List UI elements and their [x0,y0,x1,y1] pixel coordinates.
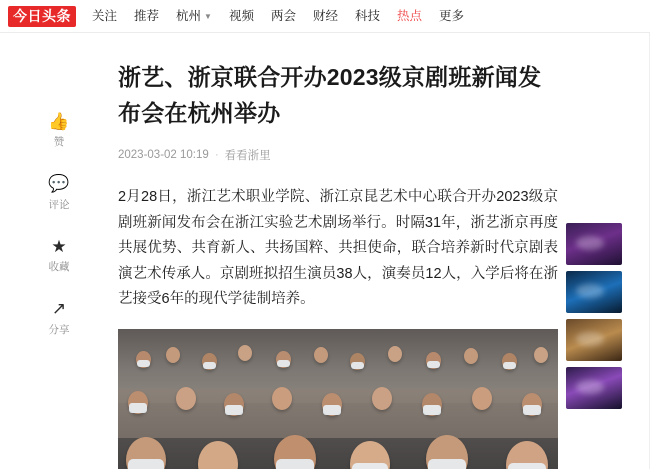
chevron-down-icon: ▼ [204,11,212,21]
nav-item-label: 财经 [313,8,339,23]
thumbs-up-icon: 👍 [48,111,70,131]
publish-date: 2023-03-02 10:19 [118,149,209,161]
face-mask [323,405,341,415]
nav-item-label: 更多 [439,8,465,23]
rail-item-favorite[interactable] [0,233,118,273]
rail-item-comment[interactable] [0,171,118,211]
star-icon: ★ [51,236,67,256]
article-paragraph: 2月28日，浙江艺术职业学院、浙江京昆艺术中心联合开办2023级京剧班新闻发布会在浙江实验艺术剧场举行。时隔31年，浙艺浙京再度共展优势、共育新人、共扬国粹、共担使命，联合培养新时代京剧表演艺术传承人。京剧班拟招生演员38人，演奏员12人，入学后将在浙艺接受6年的现代学徒制培养。 [118,189,558,307]
nav-item-lianghui[interactable] [271,10,296,23]
face-mask [423,405,441,415]
share-icon: ↗ [51,299,67,318]
rail-item-label: 收藏 [48,261,70,273]
nav-item-label: 两会 [270,8,296,23]
page-content [0,33,650,469]
nav-item-label: 推荐 [134,8,160,23]
nav-item-follow[interactable] [92,10,117,23]
face-mask [277,360,290,367]
crowd-head [388,346,402,362]
nav-item-label: 杭州 [176,8,202,23]
crowd-head [464,348,478,364]
face-mask [427,361,440,368]
face-mask [129,403,147,413]
comment-icon: 💬 [48,174,70,193]
photo-foreground [118,438,558,469]
rail-item-share[interactable] [0,296,118,336]
nav-item-label: 科技 [355,8,381,23]
face-mask [428,459,466,469]
nav-item-recommend[interactable] [134,10,159,23]
crowd-head [534,347,548,363]
crowd-head [272,387,292,410]
crowd-head [372,387,392,410]
nav-item-finance[interactable] [313,10,338,23]
face-mask [225,405,243,415]
crowd-head [314,347,328,363]
thumbnail-highlight [576,284,604,298]
face-mask [351,362,364,369]
crowd-head [176,387,196,410]
crowd-head [472,387,492,410]
article-column [118,33,558,469]
nav-item-label: 视频 [228,8,254,23]
face-mask [128,459,164,469]
article-photo [118,329,558,469]
crowd-head [238,345,252,361]
face-mask [503,362,516,369]
article-meta [118,147,558,163]
rail-item-like[interactable] [0,108,118,148]
related-thumbnails [558,33,650,469]
site-logo[interactable]: 今日头条 [8,6,76,27]
face-mask [137,360,150,367]
thumbnail-4[interactable] [566,367,622,409]
action-rail [0,33,118,469]
face-mask [508,463,546,469]
crowd-head [166,347,180,363]
nav-item-more[interactable] [439,10,464,23]
thumbnail-highlight [576,236,604,250]
meta-separator: · [214,149,219,161]
nav-item-hot[interactable] [397,10,422,23]
nav-items [92,10,464,23]
rail-item-label: 分享 [48,323,70,336]
nav-item-label: 热点 [397,8,423,23]
nav-item-hangzhou[interactable] [176,10,212,23]
thumbnail-highlight [576,332,604,346]
rail-item-label: 赞 [53,136,65,148]
thumbnail-2[interactable] [566,271,622,313]
thumbnail-3[interactable] [566,319,622,361]
face-mask [203,362,216,369]
nav-item-video[interactable] [229,10,254,23]
top-navigation-bar [0,0,650,33]
face-mask [523,405,541,415]
nav-item-tech[interactable] [355,10,380,23]
face-mask [352,463,388,469]
face-mask [276,459,314,469]
rail-item-label: 评论 [48,198,70,211]
thumbnail-1[interactable] [566,223,622,265]
page-title: 浙艺、浙京联合开办2023级京剧班新闻发布会在杭州举办 [118,64,542,126]
thumbnail-highlight [576,380,604,394]
nav-item-label: 关注 [92,8,118,23]
article-source[interactable]: 看看浙里 [224,150,271,162]
